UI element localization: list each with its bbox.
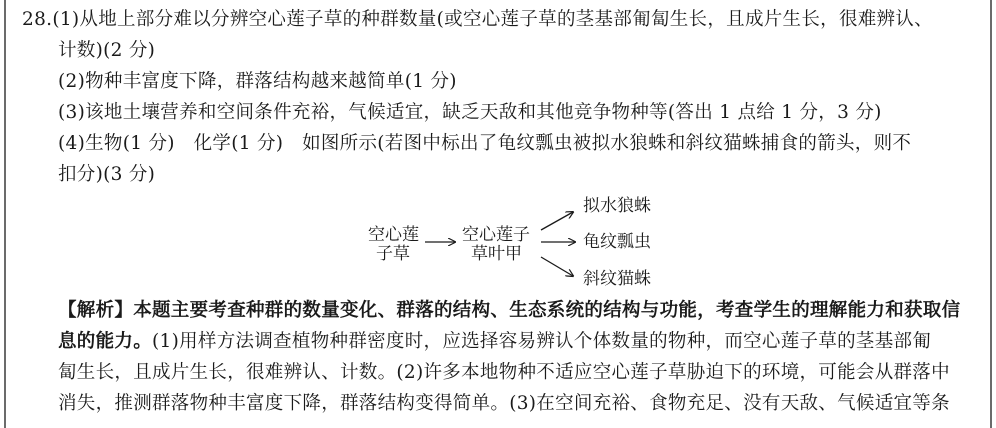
arrow-beetle-to-spider-2 bbox=[541, 257, 573, 276]
answer-part-1-line-1: (1)从地上部分难以分辨空心莲子草的种群数量(或空心莲子草的茎基部匍匐生长，且成片生长，很难辨认、 bbox=[52, 9, 933, 30]
node-beetle-line-1: 空心莲子 bbox=[462, 225, 530, 245]
answer-part-4-line-2: 扣分)(3 分) bbox=[58, 164, 156, 185]
node-spider-2: 斜纹猫蛛 bbox=[583, 269, 651, 289]
analysis-line-1-text: 本题主要考查种群的数量变化、群落的结构、生态系统的结构与功能，考查学生的理解能力和获取信 bbox=[133, 300, 961, 321]
analysis-line-1 bbox=[58, 298, 960, 324]
arrow-beetle-to-spider-1 bbox=[541, 212, 573, 230]
analysis-line-2-text: (1)用样方法调查植物种群密度时，应选择容易辨认个体数量的物种，而空心莲子草的茎基部匍 bbox=[152, 331, 932, 352]
analysis-line-2 bbox=[58, 329, 931, 355]
analysis-line-3: 匐生长，且成片生长，很难辨认、计数。(2)许多本地物种不适应空心莲子草胁迫下的环境，可能会从群落中 bbox=[58, 362, 950, 383]
node-plant-line-1: 空心莲 bbox=[368, 225, 419, 245]
node-beetle-line-2: 草叶甲 bbox=[471, 244, 522, 264]
answer-part-3: (3)该地土壤营养和空间条件充裕，气候适宜，缺乏天敌和其他竞争物种等(答出 1 点给 1 分，3 分) bbox=[58, 102, 882, 123]
node-ladybird: 龟纹瓢虫 bbox=[583, 232, 651, 252]
answer-part-1-line-2: 计数)(2 分) bbox=[58, 40, 156, 61]
node-spider-1: 拟水狼蛛 bbox=[583, 196, 651, 216]
question-number: 28. bbox=[22, 9, 53, 30]
analysis-line-2-bold: 息的能力。 bbox=[58, 331, 153, 352]
answer-part-4-line-1: (4)生物(1 分) 化学(1 分) 如图所示(若图中标出了龟纹瓢虫被拟水狼蛛和斜纹猫蛛捕食的箭头，则不 bbox=[58, 133, 912, 154]
answer-part-2: (2)物种丰富度下降，群落结构越来越简单(1 分) bbox=[58, 71, 457, 92]
node-plant-line-2: 子草 bbox=[376, 244, 410, 264]
analysis-tag: 【解析】 bbox=[58, 300, 134, 321]
analysis-line-4: 消失，推测群落物种丰富度下降，群落结构变得简单。(3)在空间充裕、食物充足、没有天敌、气候适宜等条 bbox=[58, 393, 950, 414]
